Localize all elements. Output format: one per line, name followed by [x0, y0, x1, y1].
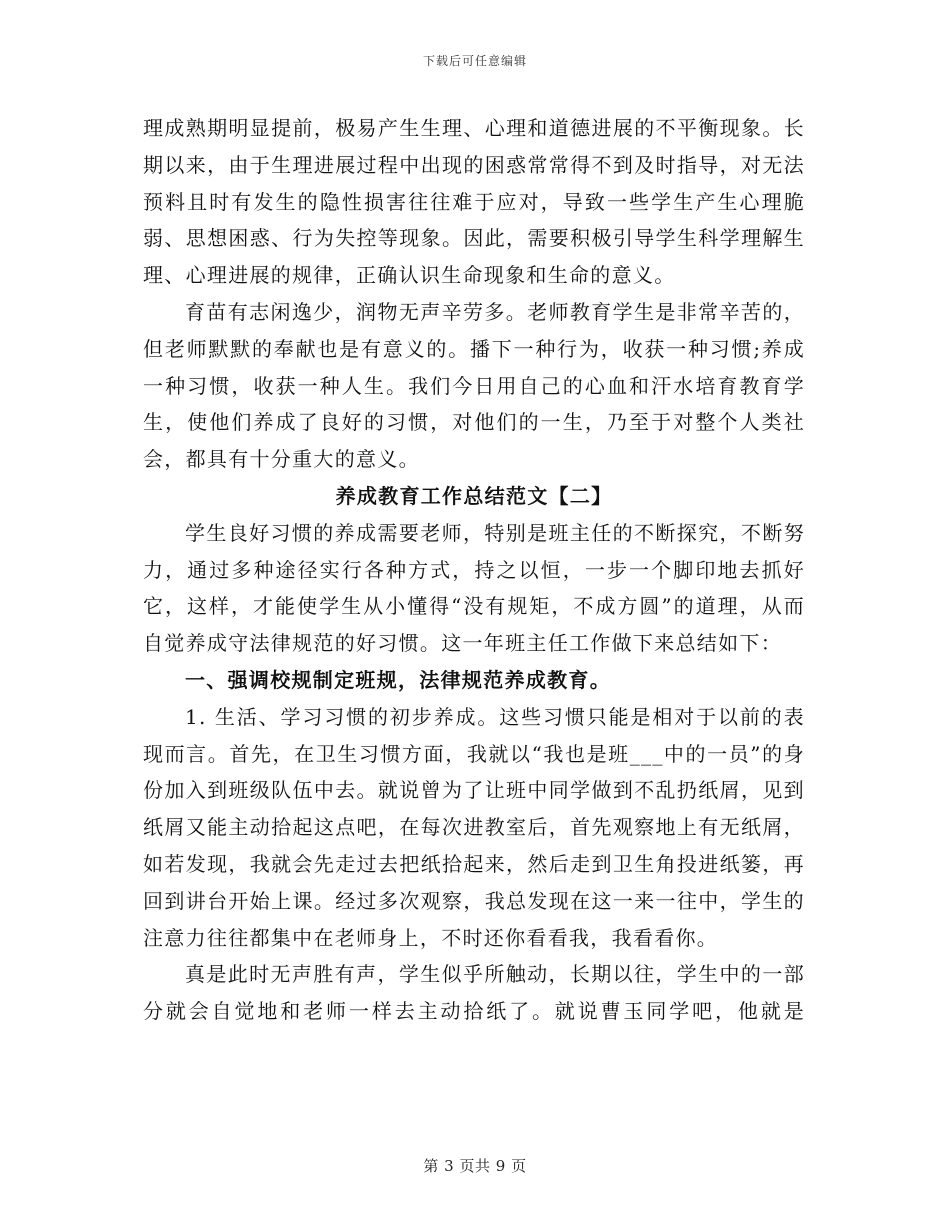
header-note: 下载后可任意编辑 — [422, 54, 527, 68]
paragraph-4: 1. 生活、学习习惯的初步养成。这些习惯只能是相对于以前的表现而言。首先，在卫生习惯方面，我就以“我也是班___中的一员”的身份加入到班级队伍中去。就说曾为了让班中同学做到不乱扔纸屑，见到纸屑又能主动拾起这点吧，在每次进教室后，首先观察地上有无纸屑，如若发现，我就会先走过去把纸拾起来，然后走到卫生角投进纸篓，再回到讲台开始上课。经过多次观察，我总发现在这一来一往中，学生的注意力往往都集中在老师身上，不时还你看看我，我看看你。 — [143, 704, 805, 950]
sub-heading-1: 一、强调校规制定班规，法律规范养成教育。 — [185, 667, 611, 692]
section-title: 养成教育工作总结范文【二】 — [335, 483, 613, 508]
paragraph-2: 育苗有志闲逸少，润物无声辛劳多。老师教育学生是非常辛苦的，但老师默默的奉献也是有意义的。播下一种行为，收获一种习惯;养成一种习惯，收获一种人生。我们今日用自己的心血和汗水培育教育学生，使他们养成了良好的习惯，对他们的一生，乃至于对整个人类社会，都具有十分重大的意义。 — [143, 299, 805, 472]
document-body — [143, 110, 805, 1030]
page-number: 第 3 页共 9 页 — [423, 1157, 527, 1175]
paragraph-3: 学生良好习惯的养成需要老师，特别是班主任的不断探究，不断努力，通过多种途径实行各种方式，持之以恒，一步一个脚印地去抓好它，这样，才能使学生从小懂得“没有规矩，不成方圆”的道理，从而自觉养成守法律规范的好习惯。这一年班主任工作做下来总结如下： — [143, 520, 805, 656]
paragraph-5: 真是此时无声胜有声，学生似乎所触动，长期以往，学生中的一部分就会自觉地和老师一样去主动拾纸了。就说曹玉同学吧，他就是 — [143, 962, 805, 1024]
paragraph-1: 理成熟期明显提前，极易产生生理、心理和道德进展的不平衡现象。长期以来，由于生理进展过程中出现的困惑常常得不到及时指导，对无法预料且时有发生的隐性损害往往难于应对，导致一些学生产生心理脆弱、思想困惑、行为失控等现象。因此，需要积极引导学生科学理解生理、心理进展的规律，正确认识生命现象和生命的意义。 — [143, 116, 805, 288]
